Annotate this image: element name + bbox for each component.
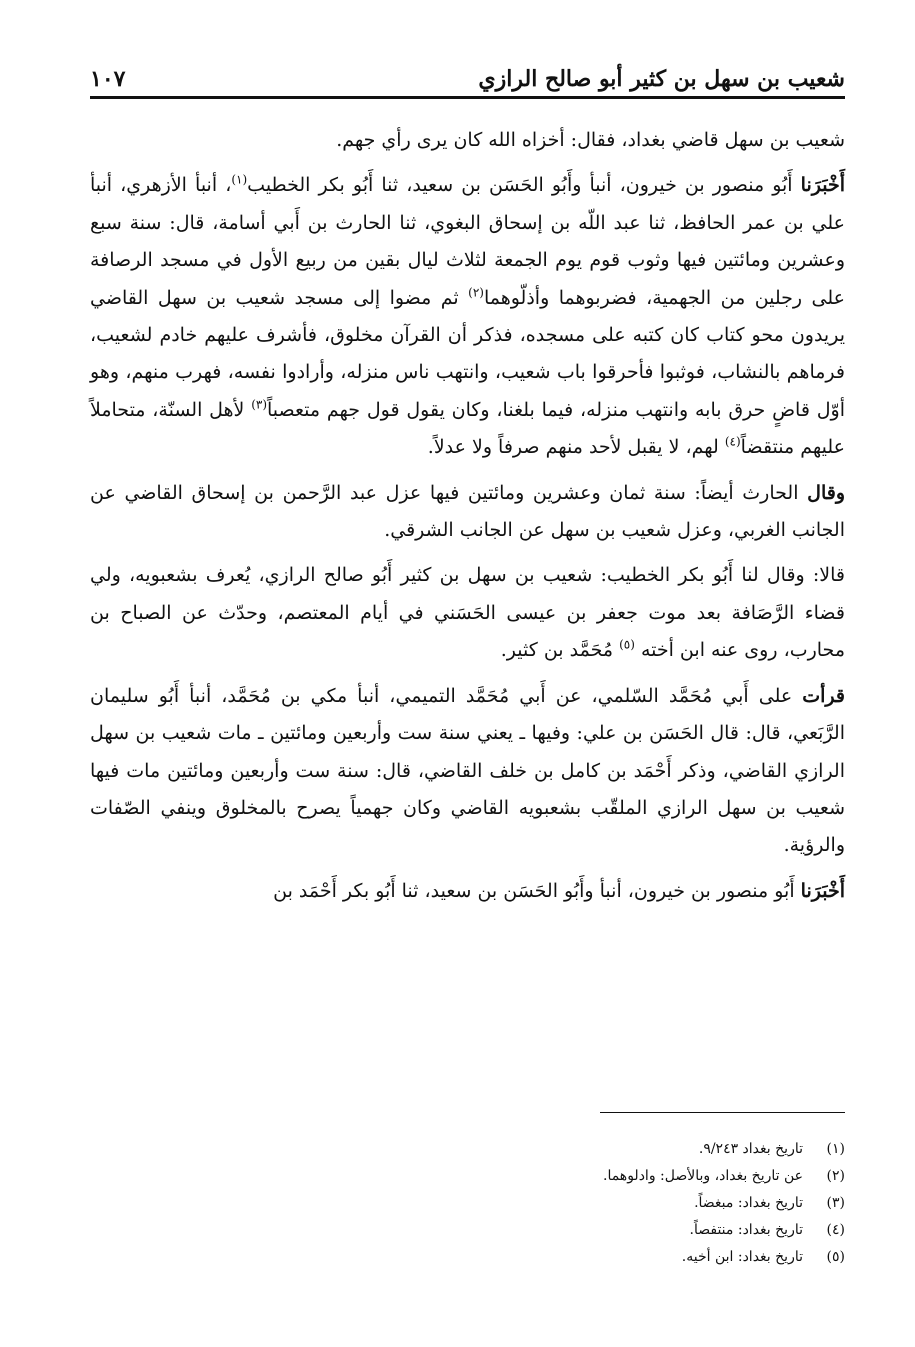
footnote-rule — [600, 1112, 845, 1113]
page-header — [90, 52, 845, 92]
footnote-text: تاريخ بغداد: ابن أخيه. — [681, 1249, 803, 1265]
paragraph-2 — [90, 167, 845, 466]
paragraph-text: لأهل السنّة، متحاملاً عليهم منتقضاً — [90, 398, 845, 459]
paragraph-6 — [90, 873, 845, 910]
footnote-number: (٥) — [826, 1249, 845, 1265]
footnote-text: تاريخ بغداد ٩/٢٤٣. — [698, 1141, 803, 1157]
paragraph-text: ثم مضوا إلى مسجد شعيب بن سهل القاضي يريدون محو كتاب كان كتبه على مسجده، فذكر أن القرآن مخلوق، فأشرف عليهم خادم لشعيب، فرماهم بالنشاب، فوثبوا فأحرقوا باب شعيب، وانتهب ناس منزله، وأرادوا نفسه، فهرب منهم، وهو أوّل قاضٍ حرق بابه وانتهب منزله، فيما بلغنا، وكان يقول قول جهم متعصباً — [90, 286, 845, 421]
paragraph-text: ، أنبأ الأزهري، أنبأ علي بن عمر الحافظ، ثنا عبد اللّه بن إسحاق البغوي، ثنا الحارث بن أَبي أسامة، قال: سنة سبع وعشرين ومائتين فيها وثوب قوم يوم الجمعة لثلاث ليال بقين من ربيع الأول في مسجد الرصافة على رجلين من الجهمية، فضربوهما وأذلّوهما — [90, 174, 845, 309]
paragraph-text: أَبُو منصور بن خيرون، أنبأ وأَبُو الحَسَن بن سعيد، ثنا أَبُو بكر الخطيب — [247, 174, 793, 197]
footnote-ref-3[interactable]: (٣) — [251, 397, 268, 412]
paragraph-text: على أَبي مُحَمَّد السّلمي، عن أَبي مُحَمَّد التميمي، أنبأ مكي بن مُحَمَّد، أنبأ أَبُو سليمان الرَّبَعي، قال: قال الحَسَن بن علي: وفيها ـ يعني سنة ست وأربعين ومائتين ـ مات شعيب بن سهل الرازي القاضي، وذكر أَحْمَد بن كامل بن خلف القاضي، قال: سنة ست وأربعين ومائتين مات فيها شعيب بن سهل الرازي الملقّب بشعبويه القاضي وكان جهمياً يصرح بالمخلوق وينفي الصّفات والرؤية. — [90, 684, 845, 857]
footnote-ref-4[interactable]: (٤) — [724, 434, 741, 449]
main-text — [90, 122, 845, 918]
paragraph-5 — [90, 678, 845, 865]
footnote-ref-5[interactable]: (٥) — [619, 637, 635, 652]
paragraph-lead-word: قرأت — [802, 684, 845, 707]
paragraph-lead-word: أَخْبَرَنا — [800, 879, 845, 902]
paragraph-1 — [90, 122, 845, 159]
footnote-ref-2[interactable]: (٢) — [468, 285, 484, 300]
footnote-3 — [85, 1190, 845, 1217]
paragraph-text: مُحَمَّد بن كثير. — [500, 639, 620, 662]
footnote-number: (٢) — [826, 1168, 845, 1184]
page-number: ١٠٧ — [90, 66, 126, 92]
paragraph-lead-word: وقال — [807, 481, 845, 504]
paragraph-text: قالا: وقال لنا أَبُو بكر الخطيب: شعيب بن سهل بن كثير أَبُو صالح الرازي، يُعرف بشعبويه، ولي قضاء الرَّصَافة بعد موت جعفر بن عيسى الحَسَني في أيام المعتصم، وحدّث عن الصباح بن محارب، روى عنه ابن أخته — [90, 564, 845, 662]
footnote-1 — [85, 1136, 845, 1163]
running-title: شعيب بن سهل بن كثير أبو صالح الرازي — [478, 66, 845, 92]
footnote-text: تاريخ بغداد: منتفصاً. — [689, 1222, 803, 1238]
header-rule — [90, 96, 845, 99]
footnote-number: (١) — [826, 1141, 845, 1157]
footnote-text: عن تاريخ بغداد، وبالأصل: وادلوهما. — [603, 1168, 803, 1184]
footnote-text: تاريخ بغداد: مبغضاً. — [694, 1195, 803, 1211]
footnotes — [85, 1136, 845, 1271]
paragraph-4 — [90, 557, 845, 669]
footnote-4 — [85, 1217, 845, 1244]
footnote-number: (٤) — [826, 1222, 845, 1238]
paragraph-3 — [90, 475, 845, 550]
footnote-ref-1[interactable]: (١) — [231, 173, 248, 188]
paragraph-text: شعيب بن سهل قاضي بغداد، فقال: أخزاه الله كان يرى رأي جهم. — [336, 129, 845, 151]
paragraph-text: لهم، لا يقبل لأحد منهم صرفاً ولا عدلاً. — [427, 436, 725, 459]
paragraph-text: الحارث أيضاً: سنة ثمان وعشرين ومائتين فيها عزل عبد الرَّحمن بن إسحاق القاضي عن الجانب الغربي، وعزل شعيب بن سهل عن الجانب الشرقي. — [90, 481, 845, 542]
paragraph-lead-word: أَخْبَرَنا — [800, 174, 845, 197]
footnote-2 — [85, 1163, 845, 1190]
paragraph-text: أَبُو منصور بن خيرون، أنبأ وأَبُو الحَسَن بن سعيد، ثنا أَبُو بكر أَحْمَد بن — [273, 879, 795, 902]
footnote-5 — [85, 1244, 845, 1271]
footnote-number: (٣) — [826, 1195, 845, 1211]
